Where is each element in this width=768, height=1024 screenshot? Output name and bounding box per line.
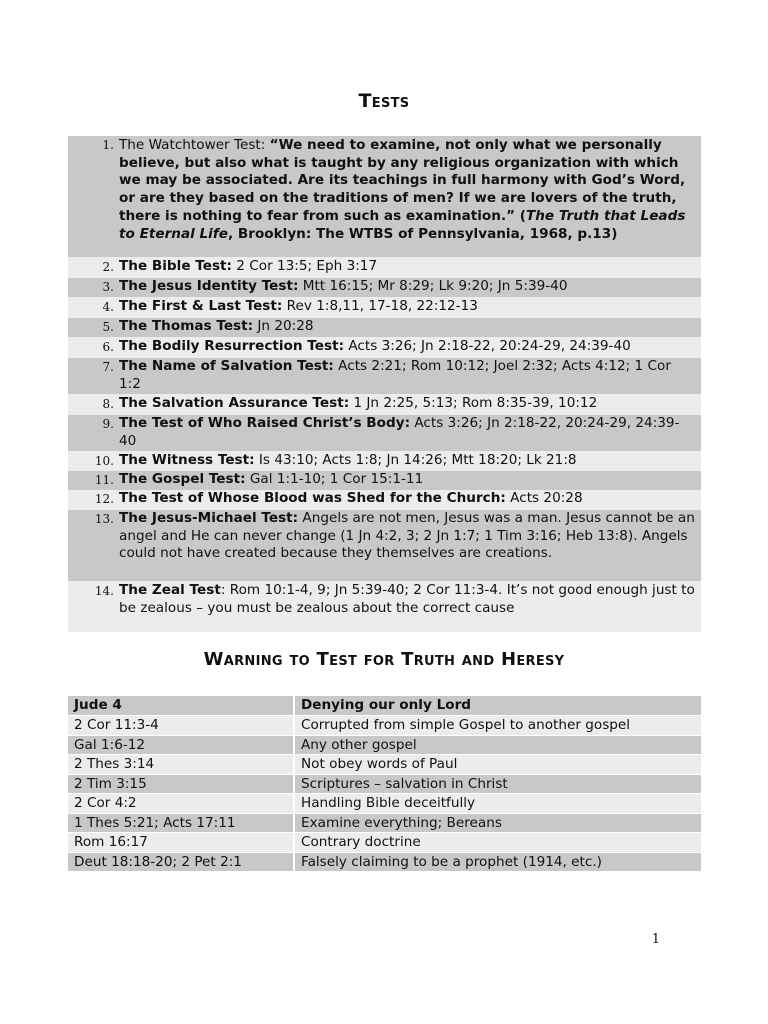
table-row	[68, 814, 701, 834]
table-cell-description: Scriptures – salvation in Christ	[295, 775, 701, 794]
test-item-12	[68, 490, 701, 509]
test-item-5	[68, 318, 701, 337]
test-references: 1 Jn 2:25, 5:13; Rom 8:35-39, 10:12	[349, 395, 598, 411]
table-row	[68, 853, 701, 873]
test-references: Rev 1:8,11, 17-18, 22:12-13	[282, 298, 478, 314]
test-label: The Salvation Assurance Test:	[119, 395, 350, 411]
test-label: The Jesus-Michael Test:	[119, 510, 299, 526]
test-number: 3.	[102, 280, 114, 294]
table-cell-description: Examine everything; Bereans	[295, 814, 701, 833]
test-number: 2.	[102, 260, 114, 274]
table-cell-description: Falsely claiming to be a prophet (1914, etc.)	[295, 853, 701, 872]
table-cell-reference: 2 Thes 3:14	[68, 755, 293, 774]
test-references: Acts 20:28	[505, 490, 583, 506]
test-number: 14.	[94, 584, 114, 598]
table-cell-reference: 2 Tim 3:15	[68, 775, 293, 794]
test-number: 6.	[102, 340, 114, 354]
test-number: 9.	[102, 417, 114, 431]
tests-title: Tests	[358, 90, 410, 112]
table-cell-description: Contrary doctrine	[295, 833, 701, 852]
table-cell-reference: Rom 16:17	[68, 833, 293, 852]
test-number: 1.	[102, 138, 114, 152]
test-number: 4.	[102, 300, 114, 314]
test-number: 13.	[94, 512, 114, 526]
test-item-10	[68, 452, 701, 471]
table-row	[68, 833, 701, 853]
test-references: Acts 2:21; Rom 10:12; Joel 2:32; Acts 4:12; 1 Cor 1:2	[119, 358, 671, 392]
test-item-9	[68, 415, 701, 451]
test-references: Angels are not men, Jesus was a man. Jesus cannot be an angel and He can never change (1 Jn 4:2, 3; 2 Jn 1:7; 1 Tim 3:16; Heb 13:8). Angels could not have created because they themselves are creations.	[119, 510, 695, 562]
test-item-7	[68, 358, 701, 394]
table-cell-reference: 2 Cor 11:3-4	[68, 716, 293, 735]
test-number: 10.	[94, 454, 114, 468]
table-cell-description: Any other gospel	[295, 736, 701, 755]
test-item-14	[68, 582, 701, 632]
table-header-row	[68, 696, 701, 716]
test-references: : Rom 10:1-4, 9; Jn 5:39-40; 2 Cor 11:3-4. It’s not good enough just to be zealous – you must be zealous about the correct cause	[119, 582, 695, 616]
table-cell-description: Denying our only Lord	[295, 696, 701, 715]
test-citation: , Brooklyn: The WTBS of Pennsylvania, 1968, p.13)	[227, 225, 618, 242]
test-references: Acts 3:26; Jn 2:18-22, 20:24-29, 24:39-40	[119, 415, 680, 449]
warning-title: Warning to Test for Truth and Heresy	[203, 649, 565, 670]
table-cell-description: Not obey words of Paul	[295, 755, 701, 774]
test-label: The Jesus Identity Test:	[119, 278, 299, 294]
table-row	[68, 775, 701, 795]
test-quote: “We need to examine, not only what we personally believe, but also what is taught by any religious organization with which we may be associated. Are its teachings in full harmony with God’s Word, or are they based on the traditions of men? If we are lovers of the truth, there is nothing to fear from such as examination.” (	[119, 137, 686, 224]
test-item-6	[68, 338, 701, 357]
test-item-8	[68, 395, 701, 414]
table-row	[68, 794, 701, 814]
test-number: 7.	[102, 360, 114, 374]
test-references: Acts 3:26; Jn 2:18-22, 20:24-29, 24:39-40	[344, 338, 631, 354]
test-label: The Witness Test:	[119, 452, 255, 468]
test-label: The Thomas Test:	[119, 318, 254, 334]
test-label: The Gospel Test:	[119, 471, 246, 487]
test-references: Is 43:10; Acts 1:8; Jn 14:26; Mtt 18:20; Lk 21:8	[254, 452, 577, 468]
test-item-1	[68, 136, 701, 257]
table-row	[68, 736, 701, 756]
table-cell-reference: Deut 18:18-20; 2 Pet 2:1	[68, 853, 293, 872]
table-cell-reference: 2 Cor 4:2	[68, 794, 293, 813]
test-label: The Test of Whose Blood was Shed for the Church:	[119, 490, 506, 506]
test-number: 5.	[102, 320, 114, 334]
test-references: Gal 1:1-10; 1 Cor 15:1-11	[245, 471, 424, 487]
table-row	[68, 716, 701, 736]
test-label: The First & Last Test:	[119, 298, 283, 314]
test-label: The Test of Who Raised Christ’s Body:	[119, 415, 411, 431]
test-references: Mtt 16:15; Mr 8:29; Lk 9:20; Jn 5:39-40	[298, 278, 568, 294]
test-number: 12.	[94, 492, 114, 506]
test-label: The Watchtower Test:	[119, 137, 270, 153]
test-label: The Bible Test:	[119, 258, 232, 274]
test-references: Jn 20:28	[253, 318, 314, 334]
table-row	[68, 755, 701, 775]
test-item-13	[68, 510, 701, 581]
test-item-3	[68, 278, 701, 297]
test-label: The Name of Salvation Test:	[119, 358, 334, 374]
table-cell-reference: Jude 4	[68, 696, 293, 715]
table-cell-description: Corrupted from simple Gospel to another gospel	[295, 716, 701, 735]
table-cell-reference: Gal 1:6-12	[68, 736, 293, 755]
test-number: 11.	[94, 473, 114, 487]
test-item-4	[68, 298, 701, 317]
test-item-11	[68, 471, 701, 490]
test-label: The Zeal Test	[119, 582, 221, 598]
table-cell-reference: 1 Thes 5:21; Acts 17:11	[68, 814, 293, 833]
test-references: 2 Cor 13:5; Eph 3:17	[231, 258, 378, 274]
test-number: 8.	[102, 397, 114, 411]
page-number: 1	[651, 932, 660, 947]
test-item-2	[68, 258, 701, 277]
table-cell-description: Handling Bible deceitfully	[295, 794, 701, 813]
test-label: The Bodily Resurrection Test:	[119, 338, 345, 354]
test-book-title: The Truth that Leads to Eternal Life	[119, 207, 686, 242]
